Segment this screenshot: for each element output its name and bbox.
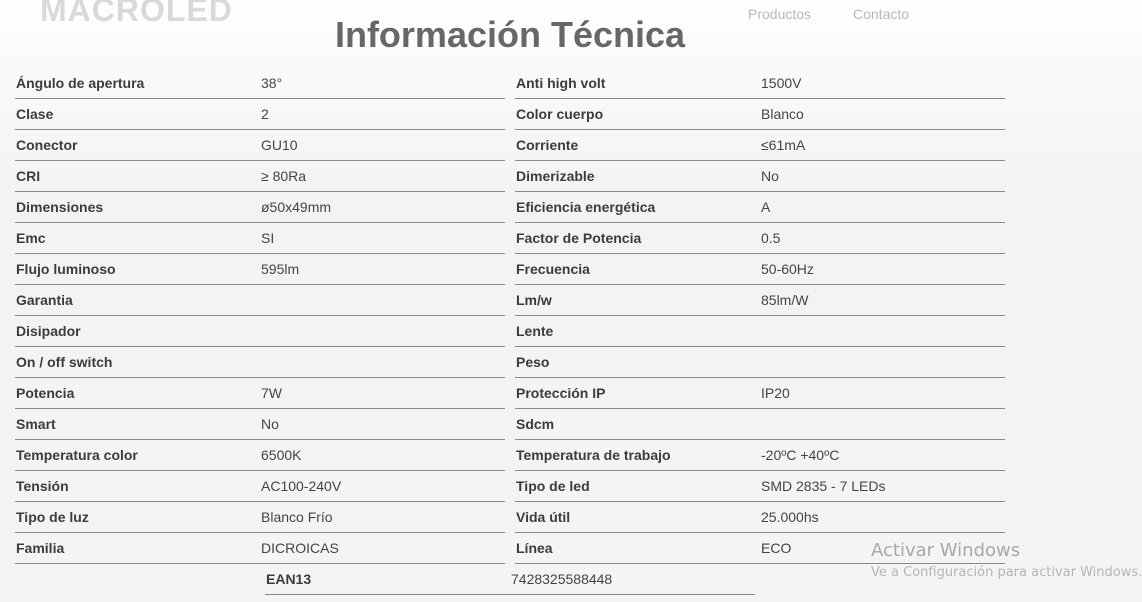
spec-value: 1500V: [761, 75, 802, 91]
spec-label: Color cuerpo: [516, 106, 604, 122]
spec-value: 25.000hs: [761, 509, 819, 525]
spec-row-ean13: [265, 564, 755, 595]
spec-cell-right: [515, 471, 1005, 502]
spec-value: 7428325588448: [511, 571, 613, 587]
spec-label: EAN13: [266, 571, 312, 587]
spec-label: Dimensiones: [16, 199, 104, 215]
spec-label: Temperatura de trabajo: [516, 447, 671, 463]
spec-cell-left: [15, 192, 505, 223]
spec-cell-right: [515, 316, 1005, 347]
spec-label: Emc: [16, 230, 46, 246]
spec-row: [15, 130, 1010, 161]
spec-label: Corriente: [516, 137, 579, 153]
spec-value: 2: [261, 106, 269, 122]
spec-label: Garantia: [16, 292, 73, 308]
spec-label: Tensión: [16, 478, 69, 494]
spec-label: Flujo luminoso: [16, 261, 116, 277]
spec-label: Tipo de led: [516, 478, 590, 494]
spec-value: [260, 316, 505, 346]
spec-table: [15, 68, 1010, 564]
page-title: Información Técnica: [334, 14, 686, 55]
spec-label: Disipador: [16, 323, 81, 339]
spec-value: [760, 347, 1005, 377]
spec-label: Ángulo de apertura: [16, 75, 145, 91]
macroled-logo[interactable]: MACROLED: [40, 0, 233, 28]
spec-label: Sdcm: [516, 416, 555, 432]
spec-row: [15, 409, 1010, 440]
spec-cell-right: [515, 68, 1005, 99]
spec-cell-left: [15, 99, 505, 130]
spec-cell-left: [15, 316, 505, 347]
spec-value: SMD 2835 - 7 LEDs: [761, 478, 886, 494]
watermark-subtitle: Ve a Configuración para activar Windows.: [871, 565, 1142, 580]
spec-value: DICROICAS: [261, 540, 339, 556]
spec-value: 595lm: [261, 261, 300, 277]
spec-cell-left: [15, 254, 505, 285]
spec-cell-left: [15, 440, 505, 471]
spec-label: Clase: [16, 106, 54, 122]
spec-value: 0.5: [761, 230, 781, 246]
spec-value: No: [761, 168, 779, 184]
spec-label: Peso: [516, 354, 550, 370]
spec-cell-left: [15, 285, 505, 316]
spec-value: SI: [261, 230, 275, 246]
spec-cell-right: [515, 378, 1005, 409]
spec-value: IP20: [761, 385, 790, 401]
spec-row: [15, 285, 1010, 316]
spec-cell-left: [15, 378, 505, 409]
spec-value: ø50x49mm: [261, 199, 332, 215]
spec-row: [15, 254, 1010, 285]
spec-cell-right: [515, 130, 1005, 161]
spec-cell-left: [15, 502, 505, 533]
nav-link-productos[interactable]: Productos: [748, 6, 812, 22]
spec-row: [15, 533, 1010, 564]
spec-row: [15, 378, 1010, 409]
nav-link-contacto[interactable]: Contacto: [853, 6, 910, 22]
spec-cell-right: [515, 502, 1005, 533]
spec-value: 50-60Hz: [761, 261, 814, 277]
spec-row: [15, 161, 1010, 192]
spec-cell-right: [515, 347, 1005, 378]
spec-label: Potencia: [16, 385, 75, 401]
spec-label: Factor de Potencia: [516, 230, 642, 246]
spec-label: Vida útil: [516, 509, 571, 525]
spec-cell-right: [515, 254, 1005, 285]
spec-value: [260, 285, 505, 315]
windows-activation-watermark: [871, 540, 1142, 580]
spec-cell-left: [15, 161, 505, 192]
spec-label: Conector: [16, 137, 78, 153]
spec-value: [260, 347, 505, 377]
spec-row: [15, 223, 1010, 254]
spec-cell-left: [15, 68, 505, 99]
spec-label: CRI: [16, 168, 41, 184]
spec-cell-right: [515, 99, 1005, 130]
spec-value: [760, 316, 1005, 346]
spec-cell-left: [15, 223, 505, 254]
spec-value: 38°: [261, 75, 283, 91]
spec-cell-left: [15, 471, 505, 502]
spec-value: No: [261, 416, 279, 432]
spec-value: [760, 409, 1005, 439]
spec-value: 85lm/W: [761, 292, 809, 308]
spec-value: 6500K: [261, 447, 302, 463]
spec-cell-right: [515, 223, 1005, 254]
spec-value: ≤61mA: [761, 137, 806, 153]
spec-row: [15, 440, 1010, 471]
spec-cell-right: [515, 161, 1005, 192]
spec-value: -20ºC +40ºC: [761, 447, 840, 463]
spec-row: [15, 68, 1010, 99]
spec-label: Protección IP: [516, 385, 606, 401]
spec-row: [15, 502, 1010, 533]
spec-cell-right: [515, 192, 1005, 223]
watermark-title: Activar Windows: [871, 540, 1021, 561]
spec-value: 7W: [261, 385, 282, 401]
spec-row: [15, 347, 1010, 378]
spec-value: AC100-240V: [261, 478, 342, 494]
spec-label: Dimerizable: [516, 168, 595, 184]
spec-cell-right: [515, 409, 1005, 440]
spec-cell-right: [515, 440, 1005, 471]
spec-label: Anti high volt: [516, 75, 606, 91]
spec-label: Tipo de luz: [16, 509, 89, 525]
spec-cell-left: [15, 347, 505, 378]
spec-label: Familia: [16, 540, 65, 556]
spec-value: GU10: [261, 137, 298, 153]
spec-label: Lente: [516, 323, 554, 339]
spec-row: [15, 99, 1010, 130]
spec-row: [15, 192, 1010, 223]
spec-value: Blanco: [761, 106, 804, 122]
spec-cell-right: [515, 285, 1005, 316]
spec-label: Eficiencia energética: [516, 199, 656, 215]
spec-value: Blanco Frío: [261, 509, 333, 525]
spec-cell-left: [15, 130, 505, 161]
spec-label: Lm/w: [516, 292, 552, 308]
spec-value: ECO: [761, 540, 792, 556]
spec-label: Línea: [516, 540, 553, 556]
spec-label: On / off switch: [16, 354, 113, 370]
spec-cell-left: [15, 409, 505, 440]
spec-row: [15, 471, 1010, 502]
spec-cell-left: [15, 533, 505, 564]
spec-row: [15, 316, 1010, 347]
spec-value: ≥ 80Ra: [261, 168, 307, 184]
spec-label: Temperatura color: [16, 447, 138, 463]
spec-label: Smart: [16, 416, 56, 432]
spec-label: Frecuencia: [516, 261, 590, 277]
spec-value: A: [761, 199, 771, 215]
